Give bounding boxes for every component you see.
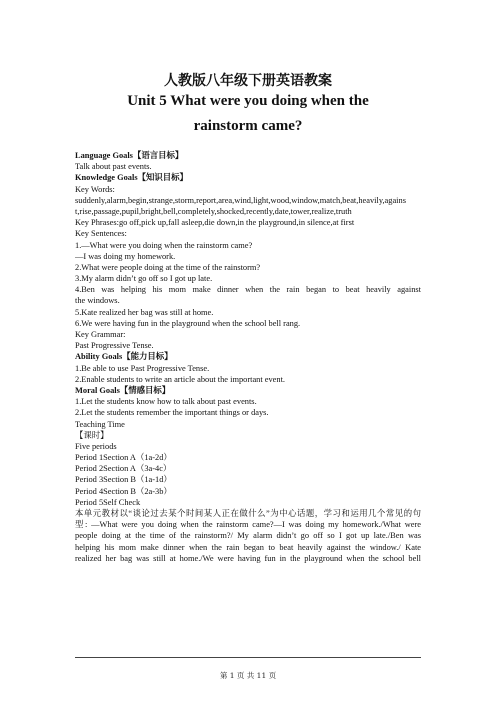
text-line: Period 4Section B（2a-3b） <box>75 486 172 496</box>
unit-title-line-1: Unit 5 What were you doing when the <box>127 93 369 109</box>
text-line: 3.My alarm didn’t go off so I got up late. <box>75 274 213 284</box>
text-line: 【课时】 <box>75 430 109 440</box>
unit-title-line-2: rainstorm came? <box>193 118 303 134</box>
text-line: Past Progressive Tense. <box>75 341 154 351</box>
text-line: Talk about past events. <box>75 162 152 172</box>
text-line: Key Sentences: <box>75 229 127 239</box>
document-title-chinese: 人教版八年级下册英语教案 <box>164 73 332 89</box>
text-line: Key Words: <box>75 184 115 194</box>
text-line: 5.Kate realized her bag was still at home. <box>75 307 214 317</box>
text-line: Key Grammar: <box>75 330 126 339</box>
text-line: the windows. <box>75 296 120 306</box>
text-line: helping his mom make dinner when the rain began to beat heavily against the window./ Kate <box>75 542 421 552</box>
text-line: 2.What were people doing at the time of the rainstorm? <box>75 262 261 272</box>
text-line: Period 2Section A（3a-4c） <box>75 464 172 474</box>
text-line: realized her bag was still at home./We were having fun in the playground when the school bell <box>75 553 421 563</box>
lesson-plan-body <box>75 150 421 564</box>
text-line: 6.We were having fun in the playground when the school bell rang. <box>75 318 301 328</box>
section-heading: Ability Goals【能力目标】 <box>75 352 173 362</box>
section-heading: Moral Goals【情感目标】 <box>75 385 171 395</box>
text-line: suddenly,alarm,begin,strange,storm,report,area,wind,light,wood,window,match,beat,heavily,agains <box>75 195 406 205</box>
text-line: 1.—What were you doing when the rainstorm came? <box>75 240 253 250</box>
text-line: Teaching Time <box>75 419 125 429</box>
text-line: Period 1Section A（1a-2d） <box>75 453 172 463</box>
text-line: Key Phrases:go off,pick up,fall asleep,die down,in the playground,in silence,at first <box>75 218 355 228</box>
footer-divider <box>75 657 421 658</box>
text-line: 1.Be able to use Past Progressive Tense. <box>75 363 210 373</box>
text-line: 2.Let the students remember the important things or days. <box>75 408 269 418</box>
text-line: Five periods <box>75 441 117 451</box>
text-line: 4.Ben was helping his mom make dinner when the rain began to beat heavily against <box>75 285 421 295</box>
text-line: 本单元教材以“谈论过去某个时间某人正在做什么”为中心话题，学习和运用几个常见的句 <box>75 509 421 518</box>
text-line: Period 3Section B（1a-1d） <box>75 475 172 485</box>
text-line: t,rise,passage,pupil,bright,bell,completely,shocked,recently,date,tower,realize,truth <box>75 206 352 216</box>
text-line: people doing at the time of the rainstorm?/ My alarm didn’t go off so I got up late./Ben was <box>75 531 421 541</box>
section-heading: Language Goals【语言目标】 <box>75 151 184 160</box>
text-line: 型: —What were you doing when the rainstorm came?—I was doing my homework./What were <box>75 520 421 530</box>
text-line: 1.Let the students know how to talk about past events. <box>75 397 257 407</box>
text-line: —I was doing my homework. <box>75 251 176 261</box>
page-number: 第 1 页 共 11 页 <box>219 671 277 680</box>
section-heading: Knowledge Goals【知识目标】 <box>75 173 188 183</box>
text-line: 2.Enable students to write an article about the important event. <box>75 374 286 384</box>
text-line: Period 5Self Check <box>75 497 141 507</box>
